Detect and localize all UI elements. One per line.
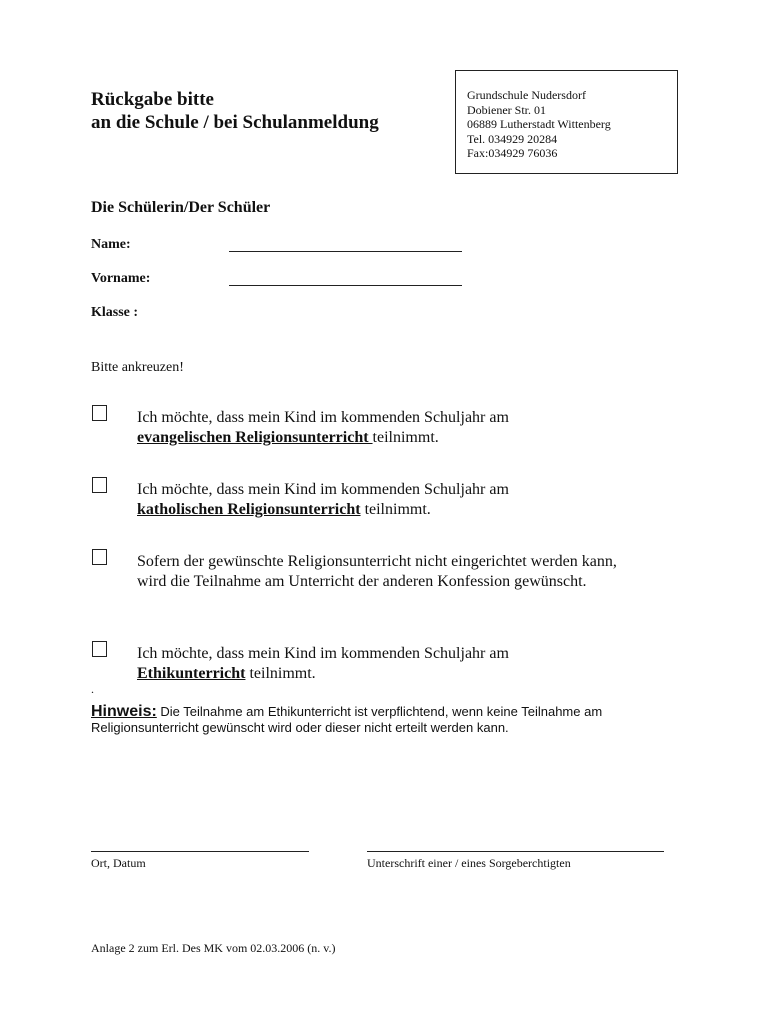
name-field[interactable] (229, 251, 462, 252)
guardian-signature-caption: Unterschrift einer / eines Sorgeberchtigten (367, 856, 571, 870)
note-paragraph (91, 704, 671, 736)
option-evangelical-line1: Ich möchte, dass mein Kind im kommenden Schuljahr am (137, 409, 509, 426)
checkbox-ethics[interactable] (92, 641, 107, 657)
document-title (91, 88, 379, 134)
option-catholic-suffix: teilnimmt. (360, 501, 431, 518)
instruction-text: Bitte ankreuzen! (91, 360, 184, 375)
note-label: Hinweis: (91, 703, 157, 720)
option-ethics-suffix: teilnimmt. (245, 665, 316, 682)
class-label: Klasse : (91, 305, 139, 320)
school-city: 06889 Lutherstadt Wittenberg (467, 117, 611, 131)
title-line-2: an die Schule / bei Schulanmeldung (91, 112, 379, 133)
checkbox-other-confession[interactable] (92, 549, 107, 565)
checkbox-evangelical[interactable] (92, 405, 107, 421)
place-date-caption: Ort, Datum (91, 856, 146, 870)
option-ethics-line1: Ich möchte, dass mein Kind im kommenden Schuljahr am (137, 645, 509, 662)
place-date-line[interactable] (91, 851, 309, 852)
firstname-field[interactable] (229, 285, 462, 286)
option-evangelical-emphasis: evangelischen Religionsunterricht (137, 429, 373, 446)
school-address-box (455, 70, 678, 174)
name-label: Name: (91, 237, 131, 252)
footer-reference: Anlage 2 zum Erl. Des MK vom 02.03.2006 (n. v.) (91, 941, 336, 955)
checkbox-catholic[interactable] (92, 477, 107, 493)
school-name: Grundschule Nudersdorf (467, 88, 586, 102)
school-fax: Fax:034929 76036 (467, 146, 558, 160)
firstname-label: Vorname: (91, 271, 151, 286)
student-section-heading: Die Schülerin/Der Schüler (91, 199, 271, 216)
stray-dot: . (91, 682, 94, 696)
option-evangelical (137, 408, 657, 448)
option-catholic (137, 480, 657, 520)
title-line-1: Rückgabe bitte (91, 89, 214, 110)
option-evangelical-suffix: teilnimmt. (372, 429, 439, 446)
school-street: Dobiener Str. 01 (467, 102, 546, 117)
guardian-signature-line[interactable] (367, 851, 664, 852)
option-catholic-emphasis: katholischen Religionsunterricht (137, 501, 361, 518)
option-ethics-emphasis: Ethikunterricht (137, 665, 246, 682)
option-ethics (137, 644, 657, 684)
school-phone: Tel. 034929 20284 (467, 131, 558, 146)
option-other-confession: Sofern der gewünschte Religionsunterricht nicht eingerichtet werden kann, wird die Teilnahme am Unterricht der anderen Konfession gewünscht. (137, 553, 617, 590)
note-text: Die Teilnahme am Ethikunterricht ist verpflichtend, wenn keine Teilnahme am Religionsunterricht gewünscht wird oder dieser nicht erteilt werden kann. (91, 704, 603, 735)
option-catholic-line1: Ich möchte, dass mein Kind im kommenden Schuljahr am (137, 481, 509, 498)
